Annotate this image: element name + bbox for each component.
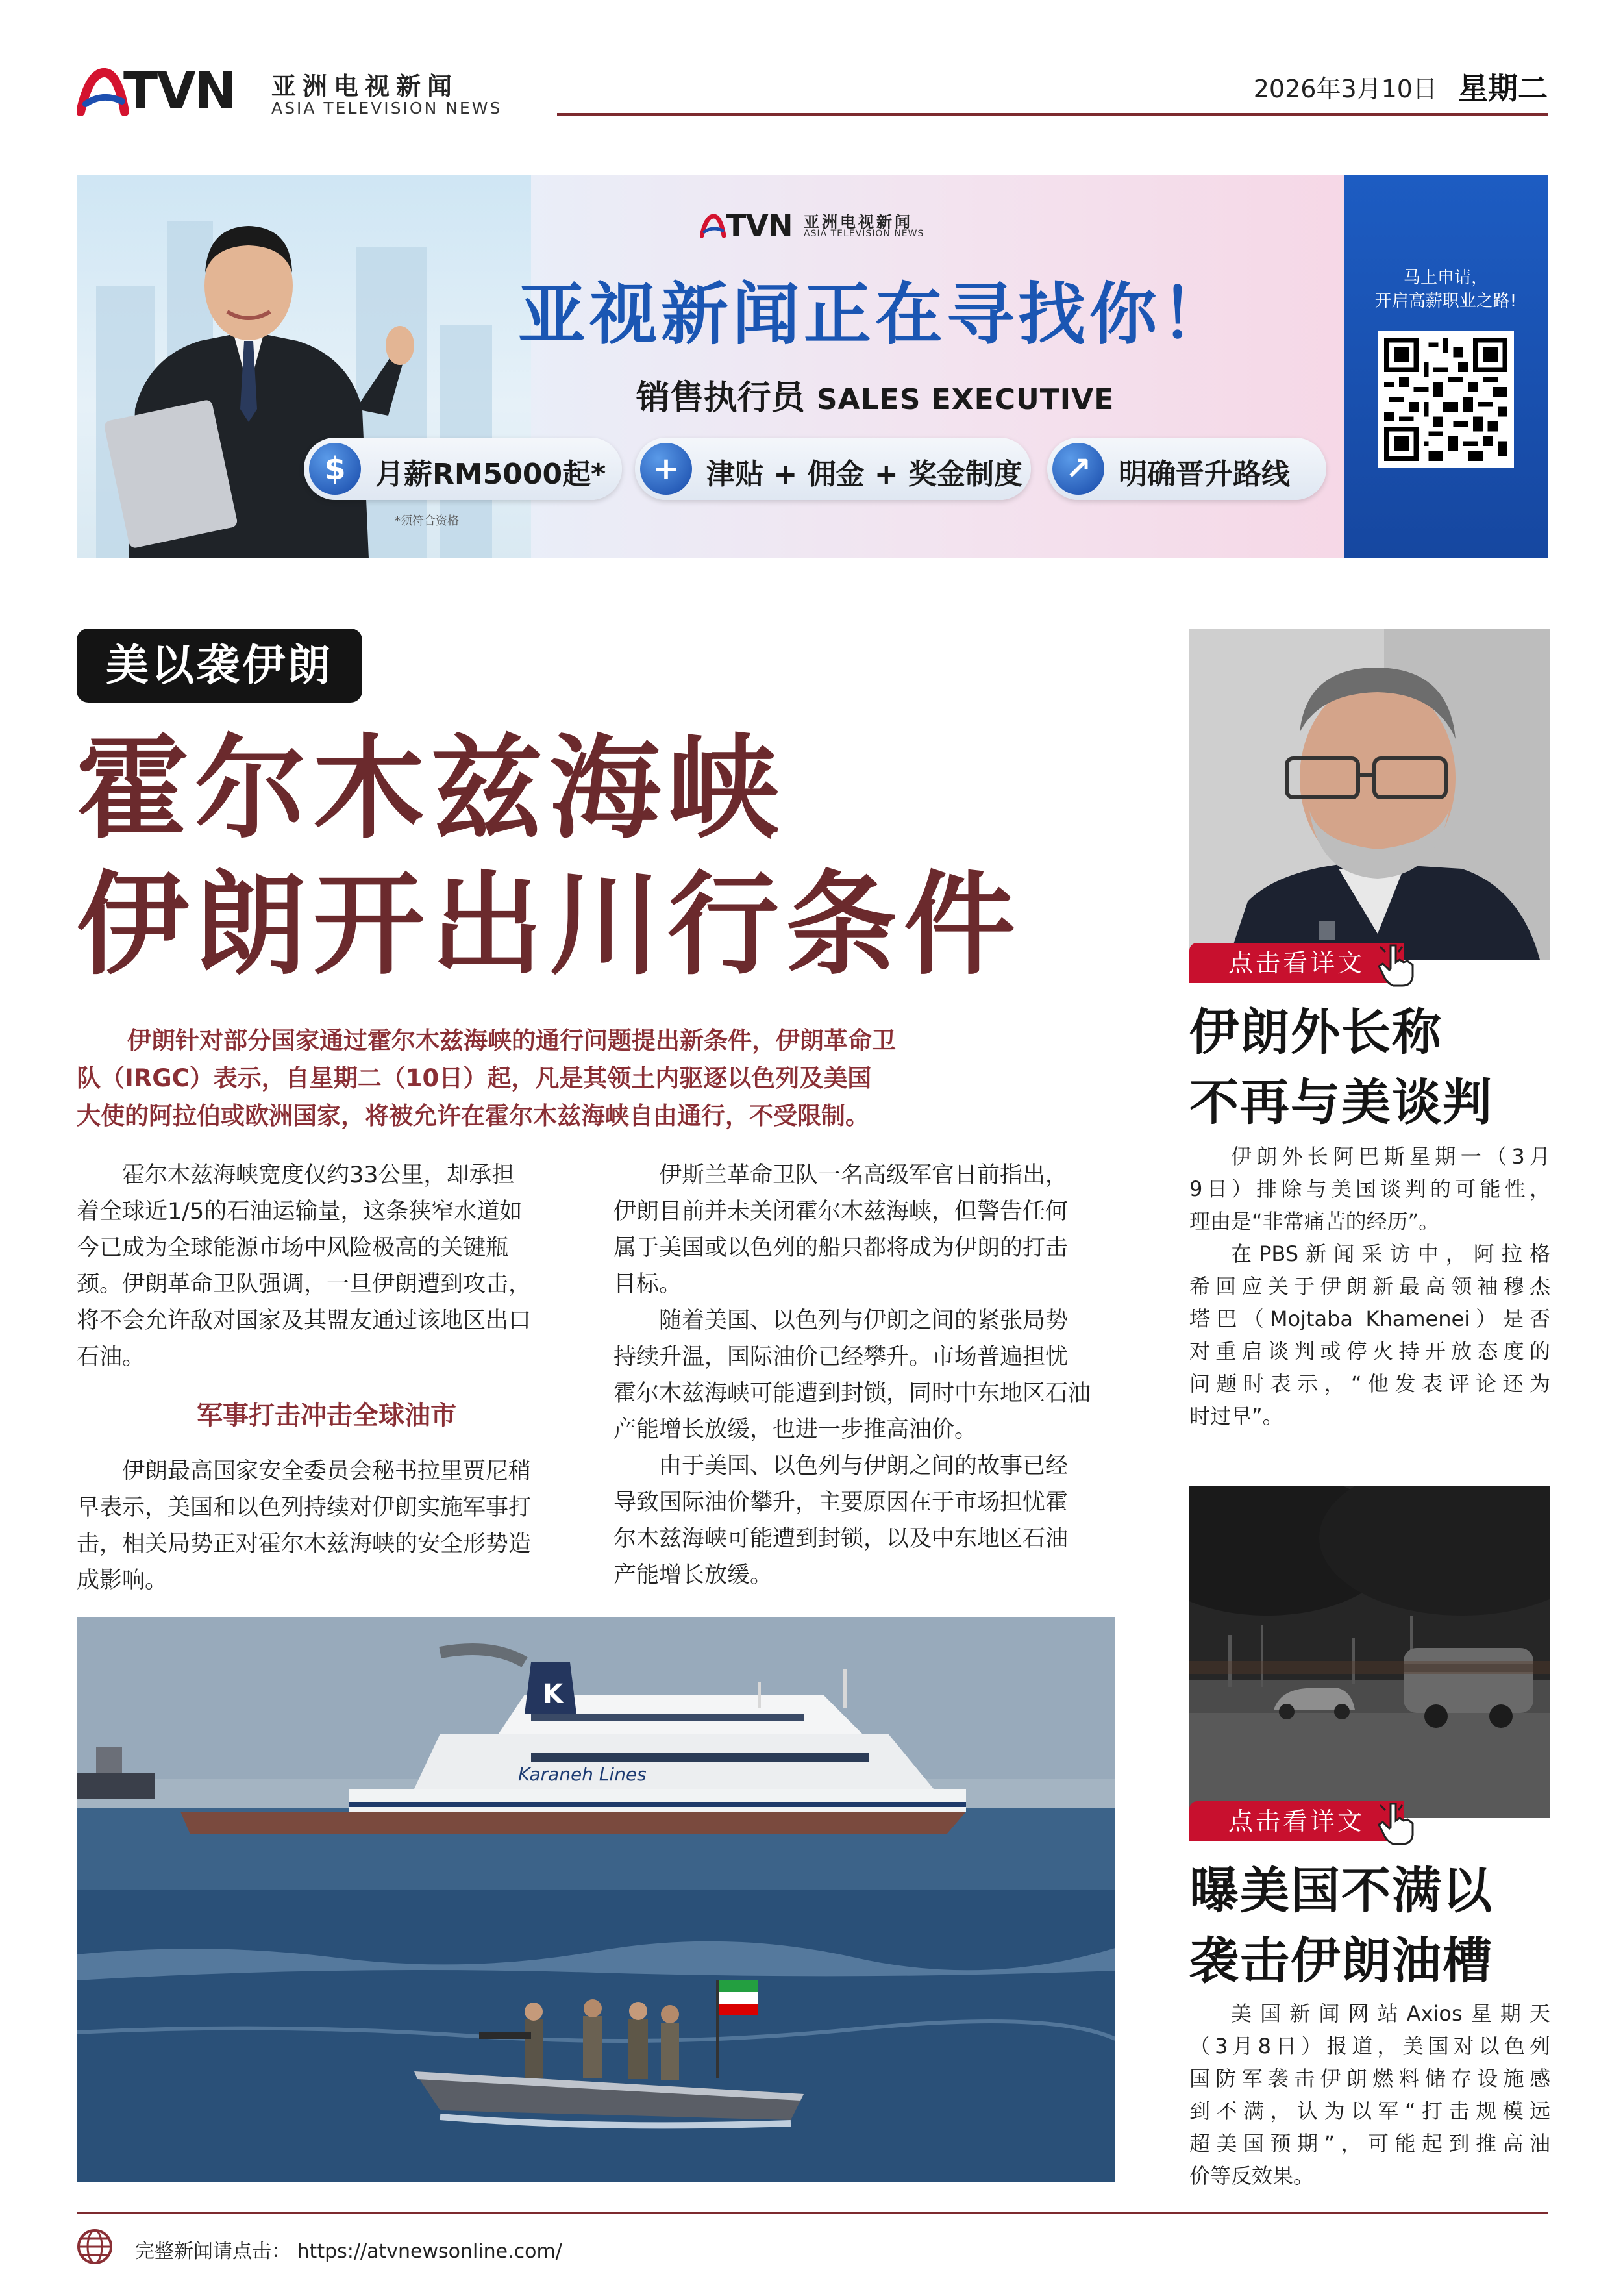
pointer-hand-icon [1376, 943, 1418, 988]
text-line: 击，相关局势正对霍尔木兹海峡的安全形势造 [77, 1531, 532, 1557]
lede-line: 伊朗针对部分国家通过霍尔木兹海峡的通行问题提出新条件，伊朗革命卫 [127, 1027, 896, 1054]
body-column-1 [77, 1157, 576, 1599]
text-line: 超美国预期”，可能起到推高油 [1189, 2131, 1550, 2156]
ship-name-text: Karaneh Lines [518, 1764, 647, 1785]
body-paragraph [613, 1448, 1113, 1593]
apply-line-2: 开启高薪职业之路! [1374, 292, 1517, 311]
text-line: 早表示，美国和以色列持续对伊朗实施军事打 [77, 1495, 532, 1521]
headline-line-2: 伊朗开出川行条件 [77, 860, 1022, 990]
strait-ship-photo [77, 1617, 1115, 2182]
body-paragraph [77, 1157, 576, 1375]
pointer-hand-icon [1376, 1801, 1418, 1847]
category-tag: 美以袭伊朗 [77, 629, 362, 703]
qr-code-icon[interactable] [1378, 331, 1514, 468]
body-paragraph [613, 1157, 1113, 1303]
presenter-photo [90, 195, 427, 558]
apply-text [1344, 266, 1548, 313]
globe-icon [77, 2228, 113, 2265]
text-line: 随着美国、以色列与伊朗之间的紧张局势 [659, 1308, 1069, 1334]
benefits-text: 津贴 + 佣金 + 奖金制度 [706, 458, 1023, 491]
read-more-button[interactable]: 点击看详文 [1189, 1801, 1404, 1841]
text-line: 产能增长放缓。 [613, 1562, 773, 1588]
side-story-1-body [1189, 1140, 1550, 1432]
side-story-2-body [1189, 1997, 1550, 2192]
text-line: 伊朗目前并未关闭霍尔木兹海峡，但警告任何 [613, 1199, 1069, 1225]
benefits-pill [635, 438, 1031, 500]
text-line: 霍尔木兹海峡宽度仅约33公里，却承担 [122, 1162, 515, 1188]
issue-date: 2026年3月10日 [1253, 75, 1437, 103]
side-paragraph [1189, 1997, 1550, 2192]
side-paragraph [1189, 1238, 1550, 1432]
issue-weekday: 星期二 [1458, 71, 1548, 106]
job-title-cn: 销售执行员 [636, 379, 805, 418]
lede-line: 大使的阿拉伯或欧洲国家，将被允许在霍尔木兹海峡自由通行，不受限制。 [77, 1102, 869, 1130]
footer-label: 完整新闻请点击： [135, 2240, 291, 2263]
ship-scene [77, 1617, 1115, 2182]
footer-url[interactable]: https://atvnewsonline.com/ [297, 2240, 562, 2263]
banner-logo-text: TVN [726, 208, 793, 243]
recruitment-banner[interactable] [77, 175, 1548, 558]
text-line: 目标。 [613, 1271, 682, 1297]
side-title-line: 不再与美谈判 [1189, 1073, 1493, 1131]
oil-depot-fire-photo[interactable] [1189, 1486, 1550, 1818]
header-divider [557, 113, 1548, 116]
text-line: 到不满，认为以军“打击规模远 [1189, 2099, 1550, 2123]
read-more-button[interactable]: 点击看详文 [1189, 943, 1404, 983]
text-line: 着全球近1/5的石油运输量，这条狭窄水道如 [77, 1199, 523, 1225]
text-line: 产能增长放缓，也进一步推高油价。 [613, 1417, 978, 1443]
fine-print: *须符合资格 [395, 514, 459, 528]
text-line: 将不会允许敌对国家及其盟友通过该地区出口 [77, 1308, 532, 1334]
masthead [77, 62, 1548, 121]
svg-text:K: K [543, 1679, 563, 1709]
text-line: 霍尔木兹海峡可能遭到封锁，同时中东地区石油 [613, 1380, 1091, 1406]
text-line: 国防军袭击伊朗燃料储存设施感 [1189, 2066, 1550, 2091]
text-line: 由于美国、以色列与伊朗之间的故事已经 [659, 1453, 1069, 1479]
text-line: 颈。伊朗革命卫队强调，一旦伊朗遭到攻击， [77, 1271, 532, 1297]
banner-logo-en: ASIA TELEVISION NEWS [804, 229, 924, 239]
fire-scene [1189, 1486, 1550, 1818]
side-title-line: 曝美国不满以 [1189, 1862, 1493, 1919]
text-line: 对重启谈判或停火持开放态度的 [1189, 1339, 1550, 1364]
text-line: 伊朗最高国家安全委员会秘书拉里贾尼稍 [122, 1458, 532, 1484]
side-story-2-title[interactable] [1189, 1856, 1553, 1996]
brand-name-en: ASIA TELEVISION NEWS [271, 99, 502, 118]
headline-line-1: 霍尔木兹海峡 [77, 723, 786, 854]
banner-subtitle [421, 370, 1330, 419]
body-column-2 [613, 1157, 1113, 1593]
text-line: 属于美国或以色列的船只都将成为伊朗的打击 [613, 1235, 1069, 1261]
salary-pill [304, 438, 622, 500]
text-line: 持续升温，国际油价已经攀升。市场普遍担忧 [613, 1344, 1069, 1370]
banner-logo-cn: 亚洲电视新闻 [804, 213, 913, 231]
atvn-a-logo-icon [77, 66, 129, 118]
footer-link-text[interactable] [135, 2235, 562, 2264]
text-line: 问题时表示，“他发表评论还为 [1189, 1371, 1550, 1396]
trend-up-icon: ↗ [1052, 443, 1104, 495]
text-line: 尔木兹海峡可能遭到封锁，以及中东地区石油 [613, 1526, 1069, 1552]
side-title-line: 袭击伊朗油槽 [1189, 1932, 1493, 1990]
logo-text: TVN [123, 62, 236, 121]
foreign-minister-photo[interactable] [1189, 629, 1550, 960]
lede-paragraph [77, 1022, 1140, 1135]
text-line: （3月8日）报道，美国对以色列 [1189, 2034, 1550, 2058]
promotion-pill [1047, 438, 1326, 500]
atvn-a-logo-icon [700, 212, 726, 240]
apply-line-1: 马上申请， [1403, 268, 1488, 288]
text-line: 伊斯兰革命卫队一名高级军官日前指出， [659, 1162, 1069, 1188]
footer-divider [77, 2212, 1548, 2214]
job-title-en: SALES EXECUTIVE [816, 383, 1115, 416]
atvn-logo[interactable] [77, 62, 252, 121]
text-line: 成影响。 [77, 1567, 168, 1593]
section-subhead: 军事打击冲击全球油市 [197, 1401, 456, 1430]
apply-panel[interactable] [1344, 175, 1548, 558]
text-line: 塔巴（Mojtaba Khamenei）是否 [1189, 1306, 1550, 1331]
text-line: 9日）排除与美国谈判的可能性， [1189, 1177, 1550, 1201]
promotion-text: 明确晋升路线 [1119, 458, 1290, 491]
text-line: 在PBS新闻采访中，阿拉格 [1231, 1242, 1550, 1266]
text-line: 希回应关于伊朗新最高领袖穆杰 [1189, 1274, 1550, 1299]
text-line: 理由是“非常痛苦的经历”。 [1189, 1209, 1440, 1234]
side-paragraph [1189, 1140, 1550, 1238]
text-line: 石油。 [77, 1344, 145, 1370]
side-story-1-title[interactable] [1189, 997, 1553, 1138]
text-line: 价等反效果。 [1189, 2164, 1315, 2188]
salary-text: 月薪RM5000起* [375, 458, 606, 491]
main-headline [77, 721, 1141, 993]
side-title-line: 伊朗外长称 [1189, 1003, 1443, 1061]
text-line: 导致国际油价攀升，主要原因在于市场担忧霍 [613, 1490, 1069, 1516]
portrait-scene [1189, 629, 1550, 960]
banner-title: 亚视新闻正在寻找你！ [517, 275, 1232, 354]
brand-name-cn: 亚洲电视新闻 [271, 72, 459, 101]
text-line: 美国新闻网站Axios星期天 [1231, 2001, 1550, 2026]
banner-logo [700, 208, 934, 247]
text-line: 伊朗外长阿巴斯星期一（3月 [1231, 1144, 1550, 1169]
lede-line: 队（IRGC）表示，自星期二（10日）起，凡是其领土内驱逐以色列及美国 [77, 1064, 872, 1092]
body-paragraph [613, 1303, 1113, 1448]
dollar-icon: $ [309, 443, 361, 495]
text-line: 时过早”。 [1189, 1404, 1283, 1429]
plus-icon: + [640, 443, 692, 495]
body-paragraph [77, 1453, 576, 1599]
text-line: 今已成为全球能源市场中风险极高的关键瓶 [77, 1235, 509, 1261]
